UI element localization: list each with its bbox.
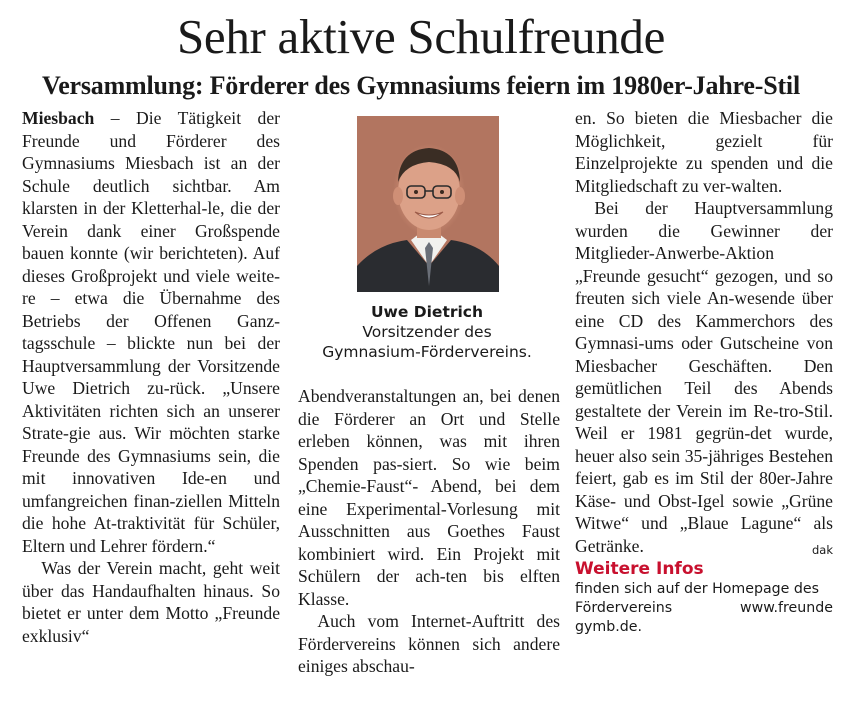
subheadline: Versammlung: Förderer des Gymnasiums feiern im 1980er-Jahre-Stil	[42, 71, 800, 100]
info-box-title: Weitere Infos	[575, 559, 704, 579]
paragraph-6-text: Bei der Hauptversammlung wurden die Gewinner der Mitglieder-Anwerbe-Aktion „Freunde gesucht“ gezogen, und so freuten sich viele An-wesende über eine CD des Kammerchors des Gymnasi-ums oder Gutscheine von Miesbacher Geschäften. Den gemütlichen Teil des Abends gestaltete der Verein im Re-tro-Stil. Weil er 1981 gegrün-det wurde, heuer also sein 35-jähriges Bestehen feiert, gab es im Stil der 80er-Jahre Käse- und Obst-Igel sowie „Grüne Witwe“ und „Blaue Lagune“ als Getränke.	[575, 198, 833, 556]
info-box-text	[575, 580, 833, 637]
portrait-photo	[357, 116, 499, 292]
info-line-3[interactable]: gymb.de.	[575, 619, 642, 635]
paragraph-2: Was der Verein macht, geht weit über das Handaufhalten hinaus. So bietet er unter dem Motto „Freunde exklusiv“	[22, 558, 280, 646]
headline: Sehr aktive Schulfreunde	[176, 9, 666, 64]
paragraph-1	[22, 107, 280, 557]
paragraph-4: Auch vom Internet-Auftritt des Fördervereins können sich andere einiges abschau-	[298, 611, 560, 676]
caption-name: Uwe Dietrich	[370, 303, 484, 321]
info-line-1: finden sich auf der Homepage des	[575, 581, 820, 597]
info-line-2-left: Fördervereins	[575, 600, 673, 616]
column-1	[22, 107, 280, 647]
paragraph-5: en. So bieten die Miesbacher die Möglichkeit, gezielt für Einzelprojekte zu spenden und die Mitgliedschaft zu ver-walten.	[575, 108, 833, 196]
column-2	[298, 385, 560, 678]
paragraph-6	[575, 197, 833, 557]
info-website-link[interactable]: www.freunde	[740, 600, 833, 616]
column-3	[575, 107, 833, 637]
caption-role-line-1: Vorsitzender des	[362, 323, 492, 341]
photo-caption	[292, 302, 562, 362]
dateline: Miesbach	[22, 108, 95, 128]
paragraph-3: Abendveranstaltungen an, bei denen die Förderer an Ort und Stelle erleben können, was mit ihren Spenden pas-siert. So wie beim „Chemie-Faust“- Abend, bei dem eine Experimental-Vorlesung mit Ausschnitten aus Goethes Faust kombiniert wird. Ein Projekt mit Schülern der ach-ten bis elften Klasse.	[298, 386, 560, 609]
caption-role-line-2: Gymnasium-Fördervereins.	[322, 343, 532, 361]
paragraph-1-text: – Die Tätigkeit der Freunde und Förderer des Gymnasiums Miesbach ist an der Schule deutlich sichtbar. Am klarsten in der Kletterhal-le, die der Verein dank einer Großspende bauen konnte (wir berichteten). Auf dieses Großprojekt und viele weite-re – etwa die Übernahme des Betriebs der Offenen Ganz-tagsschule – blickte nun bei der Hauptversammlung der Vorsitzende Uwe Dietrich zu-rück. „Unsere Aktivitäten richten sich an unserer Strate-gie aus. Wir möchten starke Freunde des Gymnasiums sein, die mit innovativen Ide-en und umfangreichen finan-ziellen Mitteln die hohe At-traktivität für Schüler, Eltern und Lehrer fördern.“	[22, 108, 280, 556]
portrait-illustration	[357, 116, 499, 292]
author-initials: dak	[811, 542, 833, 557]
info-line-2	[575, 599, 833, 618]
